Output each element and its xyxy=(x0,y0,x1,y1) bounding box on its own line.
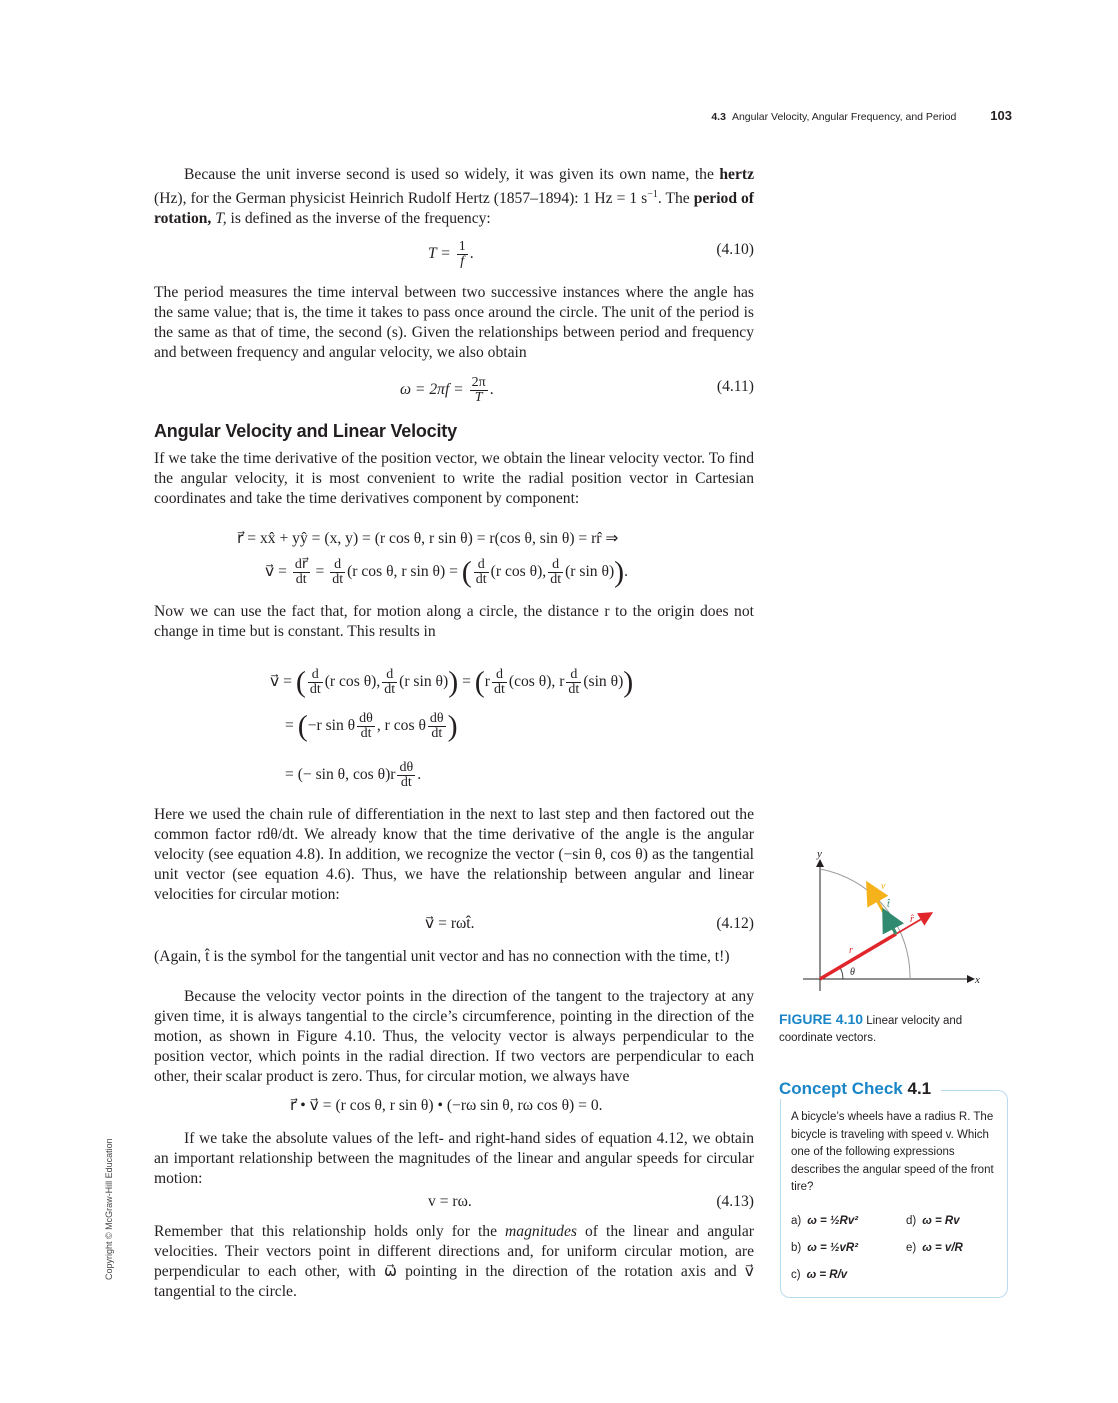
eqB2-f1-den: dt xyxy=(360,726,372,741)
option-a-expr: ω = ½Rv² xyxy=(807,1215,859,1227)
label-r-hat: r̂ xyxy=(910,914,914,925)
option-e[interactable] xyxy=(906,1242,963,1254)
tangential-unit-vector xyxy=(885,913,896,934)
eqA-frac-3 xyxy=(474,558,489,587)
eqA-frac1-num: dr⃗ xyxy=(294,557,308,572)
copyright-notice: Copyright © McGraw-Hill Education xyxy=(104,1138,114,1280)
eqA-frac-4 xyxy=(548,558,563,587)
eqB-equals: = xyxy=(462,673,471,691)
figure-caption xyxy=(779,1011,999,1047)
eqA-paren-close: ) xyxy=(614,555,625,589)
eqB2-frac-1 xyxy=(357,712,375,741)
label-theta: θ xyxy=(850,967,855,978)
eqB-t4: (sin θ) xyxy=(583,673,624,691)
eqA-equals: = xyxy=(315,563,325,581)
equation-scalar-product: r⃗ • v⃗ = (r cos θ, r sin θ) • (−rω sin θ, rω cos θ) = 0. xyxy=(290,1097,603,1114)
eqA-frac2-num: d xyxy=(330,558,345,573)
equation-velocity-derivative xyxy=(265,555,629,589)
paragraph-hertz xyxy=(154,165,754,229)
option-b-expr: ω = ½vR² xyxy=(807,1242,859,1254)
running-head xyxy=(600,108,1012,123)
eq410-num: 1 xyxy=(458,239,466,254)
label-x: x xyxy=(975,974,980,986)
eq411-den: T xyxy=(474,390,483,405)
eqA-frac4-den: dt xyxy=(550,572,562,587)
eqA-frac3-num: d xyxy=(474,558,489,573)
option-e-letter: e) xyxy=(906,1242,917,1254)
concept-check-box xyxy=(779,1079,1008,1298)
concept-check-number: 4.1 xyxy=(907,1079,932,1098)
equation-velocity-line-3 xyxy=(285,761,421,790)
eqB-paren-1: ( xyxy=(295,665,306,699)
option-c-expr: ω = R/v xyxy=(806,1269,848,1281)
eqB-paren-4: ) xyxy=(623,665,634,699)
equation-4-10 xyxy=(428,240,474,269)
eqB-f4-den: dt xyxy=(568,682,580,697)
equation-label-4-12: (4.12) xyxy=(716,915,754,932)
eqB-frac-4 xyxy=(566,668,581,697)
eqB-f3-den: dt xyxy=(494,682,505,697)
label-r: r⃗ xyxy=(849,945,861,956)
option-c-letter: c) xyxy=(791,1269,801,1281)
p9-text-2: of the linear and angular velocities. Their vectors point in different directions and, for uniform circular motion, are perpendicular to each other, with ω⃗ pointing in the direction of the rotation axis and v⃗ tangential to the circle. xyxy=(154,1223,754,1300)
concept-check-question: A bicycle’s wheels have a radius R. The bicycle is traveling with speed v. Which one of the following expressions describes the angular speed of the front tire? xyxy=(791,1111,994,1193)
eqA-paren-open: ( xyxy=(461,555,472,589)
eqB2-f1-num: dθ xyxy=(359,711,373,726)
eqB-frac-3 xyxy=(492,668,507,697)
eq411-lhs: ω = 2πf = xyxy=(400,381,464,399)
eqB-r: r xyxy=(484,673,490,691)
eqB-frac-1 xyxy=(308,668,323,697)
term-period: period of rotation, xyxy=(154,190,754,228)
eq410-end: . xyxy=(469,245,474,263)
eqA-term-3: (r cos θ), xyxy=(490,563,547,581)
eqB2-f2-den: dt xyxy=(431,726,443,741)
p9-text-1: Remember that this relationship holds only for the xyxy=(154,1223,506,1240)
eqB-f2-num: d xyxy=(382,668,397,683)
p1-superscript: −1 xyxy=(647,189,658,200)
option-d[interactable] xyxy=(906,1215,960,1227)
eqA-frac3-den: dt xyxy=(475,572,487,587)
concept-check-title-text: Concept Check xyxy=(779,1079,903,1098)
position-vector xyxy=(820,934,896,979)
equation-velocity-line-2 xyxy=(285,709,458,743)
option-c[interactable] xyxy=(791,1269,847,1281)
eqB-frac-2 xyxy=(382,668,397,697)
p1-symbol-T: T, xyxy=(211,210,227,228)
paragraph-period: The period measures the time interval between two successive instances where the angle has the same value; that is, the time it takes to pass once around the circle. The unit of the period is the same as that of time, the second (s). Given the relationships between period and frequency and between frequency and angular velocity, we also obtain xyxy=(154,284,754,361)
eqB2-t1: −r sin θ xyxy=(307,717,356,735)
eqB-t3: (cos θ), r xyxy=(508,673,565,691)
eq410-den: f xyxy=(460,254,465,269)
concept-check-title xyxy=(779,1079,941,1099)
eqB-f2-den: dt xyxy=(384,682,396,697)
option-a-letter: a) xyxy=(791,1215,802,1227)
eq411-fraction xyxy=(470,376,488,405)
equation-velocity-line-1 xyxy=(270,665,634,699)
equation-label-4-10: (4.10) xyxy=(716,241,754,258)
equation-4-13: v = rω. xyxy=(428,1193,472,1210)
eq411-num: 2π xyxy=(471,375,486,390)
option-b[interactable] xyxy=(791,1242,858,1254)
eqB-f1-num: d xyxy=(308,668,323,683)
page-number: 103 xyxy=(990,108,1012,123)
eqA-frac2-den: dt xyxy=(332,572,344,587)
p1-text-2: (Hz), for the German physicist Heinrich Rudolf Hertz (1857–1894): 1 Hz = 1 s xyxy=(154,190,648,208)
p1-text-4: is defined as the inverse of the frequency: xyxy=(226,210,491,228)
eqB-f4-num: d xyxy=(566,668,581,683)
paragraph-magnitudes: If we take the absolute values of the left- and right-hand sides of equation 4.12, we obtain an important relationship between the magnitudes of the linear and angular speeds for circular motion: xyxy=(154,1130,754,1187)
label-v: v⃗ xyxy=(881,881,894,892)
eqA-mid: (r cos θ, r sin θ) = xyxy=(347,563,458,581)
eqB2-f2-num: dθ xyxy=(429,711,444,726)
equation-4-11 xyxy=(400,376,494,405)
eqA-term-4: (r sin θ) xyxy=(565,563,615,581)
option-d-expr: ω = Rv xyxy=(922,1215,960,1227)
eq411-end: . xyxy=(489,381,494,399)
eqA-lhs: v⃗ = xyxy=(265,563,287,581)
paragraph-constant-radius: Now we can use the fact that, for motion along a circle, the distance r to the origin does not change in time but is constant. This results in xyxy=(154,603,754,640)
option-d-letter: d) xyxy=(906,1215,917,1227)
eqB-t2: (r sin θ) xyxy=(399,673,449,691)
eqB-paren-2: ) xyxy=(448,665,459,699)
eqB3-frac xyxy=(397,761,415,790)
eqB-f3-num: d xyxy=(492,668,507,683)
eqA-frac1-den: dt xyxy=(295,572,307,587)
label-t-hat: t̂ xyxy=(887,899,890,910)
eqB-t1: (r cos θ), xyxy=(324,673,381,691)
eqA-frac-1 xyxy=(293,558,310,587)
eqB2-t2: , r cos θ xyxy=(376,717,426,735)
eqB-lhs: v⃗ = xyxy=(270,673,292,691)
figure-4-10 xyxy=(783,846,993,996)
label-y: y xyxy=(817,848,822,860)
eqB2-frac-2 xyxy=(428,712,446,741)
section-title: Angular Velocity, Angular Frequency, and Period xyxy=(731,111,957,123)
option-a[interactable] xyxy=(791,1215,858,1227)
option-b-letter: b) xyxy=(791,1242,802,1254)
paragraph-tangential-note: (Again, t̂ is the symbol for the tangential unit vector and has no connection with the time, t!) xyxy=(154,948,730,965)
equation-label-4-13: (4.13) xyxy=(716,1193,754,1210)
figure-caption-label: FIGURE 4.10 xyxy=(779,1011,864,1027)
paragraph-perpendicular: Because the velocity vector points in the direction of the tangent to the trajectory at any given time, it is always tangential to the circle’s circumference, pointing in the direction of the motion, as shown in Figure 4.10. Thus, the velocity vector is always perpendicular to the position vector, which points in the radial direction. If two vectors are perpendicular to each other, their scalar product is zero. Thus, for circular motion, we always have xyxy=(154,988,754,1085)
eq410-fraction xyxy=(457,240,468,269)
p1-text-1: Because the unit inverse second is used so widely, it was given its own name, the xyxy=(184,166,720,183)
equation-4-12: v⃗ = rωt̂. xyxy=(425,915,475,932)
eqB3-f1-den: dt xyxy=(400,775,412,790)
eqB-paren-3: ( xyxy=(474,665,485,699)
section-heading: Angular Velocity and Linear Velocity xyxy=(154,421,457,441)
eqB-f1-den: dt xyxy=(309,682,321,697)
eqA-frac4-num: d xyxy=(548,558,563,573)
eqB2-paren-close: ) xyxy=(447,709,458,743)
p1-text-3: . The xyxy=(657,190,694,208)
section-number: 4.3 xyxy=(711,111,726,123)
eqB3-f1-num: dθ xyxy=(399,760,414,775)
eqB2-equals: = xyxy=(285,717,294,735)
circle-arc xyxy=(820,869,910,979)
eqA-frac-2 xyxy=(330,558,345,587)
term-hertz: hertz xyxy=(719,166,754,183)
equation-position-vector: r⃗ = xx̂ + yŷ = (x, y) = (r cos θ, r sin θ) = r(cos θ, sin θ) = rr̂ ⇒ xyxy=(237,530,619,547)
p9-emphasis: magnitudes xyxy=(505,1223,577,1240)
figure-caption-text: Linear velocity and coordinate vectors. xyxy=(779,1015,963,1044)
paragraph-derivative: If we take the time derivative of the position vector, we obtain the linear velocity vector. To find the angular velocity, it is most convenient to write the radial position vector in Cartesian coordinates and take the time derivatives component by component: xyxy=(154,450,754,507)
paragraph-chain-rule: Here we used the chain rule of differentiation in the next to last step and then factored out the common factor rdθ/dt. We already know that the time derivative of the angle is the angular velocity (see equation 4.8). In addition, we recognize the vector (−sin θ, cos θ) as the tangential unit vector (see equation 4.6). Thus, we have the relationship between angular and linear velocities for circular motion: xyxy=(154,806,754,903)
eqA-end: . xyxy=(624,563,629,581)
eqB3-end: . xyxy=(417,766,422,784)
eqB3-t1: = (− sin θ, cos θ)r xyxy=(285,766,396,784)
eqB2-paren-open: ( xyxy=(297,709,308,743)
option-e-expr: ω = v/R xyxy=(922,1242,963,1254)
equation-label-4-11: (4.11) xyxy=(716,378,754,395)
paragraph-remember xyxy=(154,1222,754,1302)
eq410-lhs: T = xyxy=(428,245,451,263)
